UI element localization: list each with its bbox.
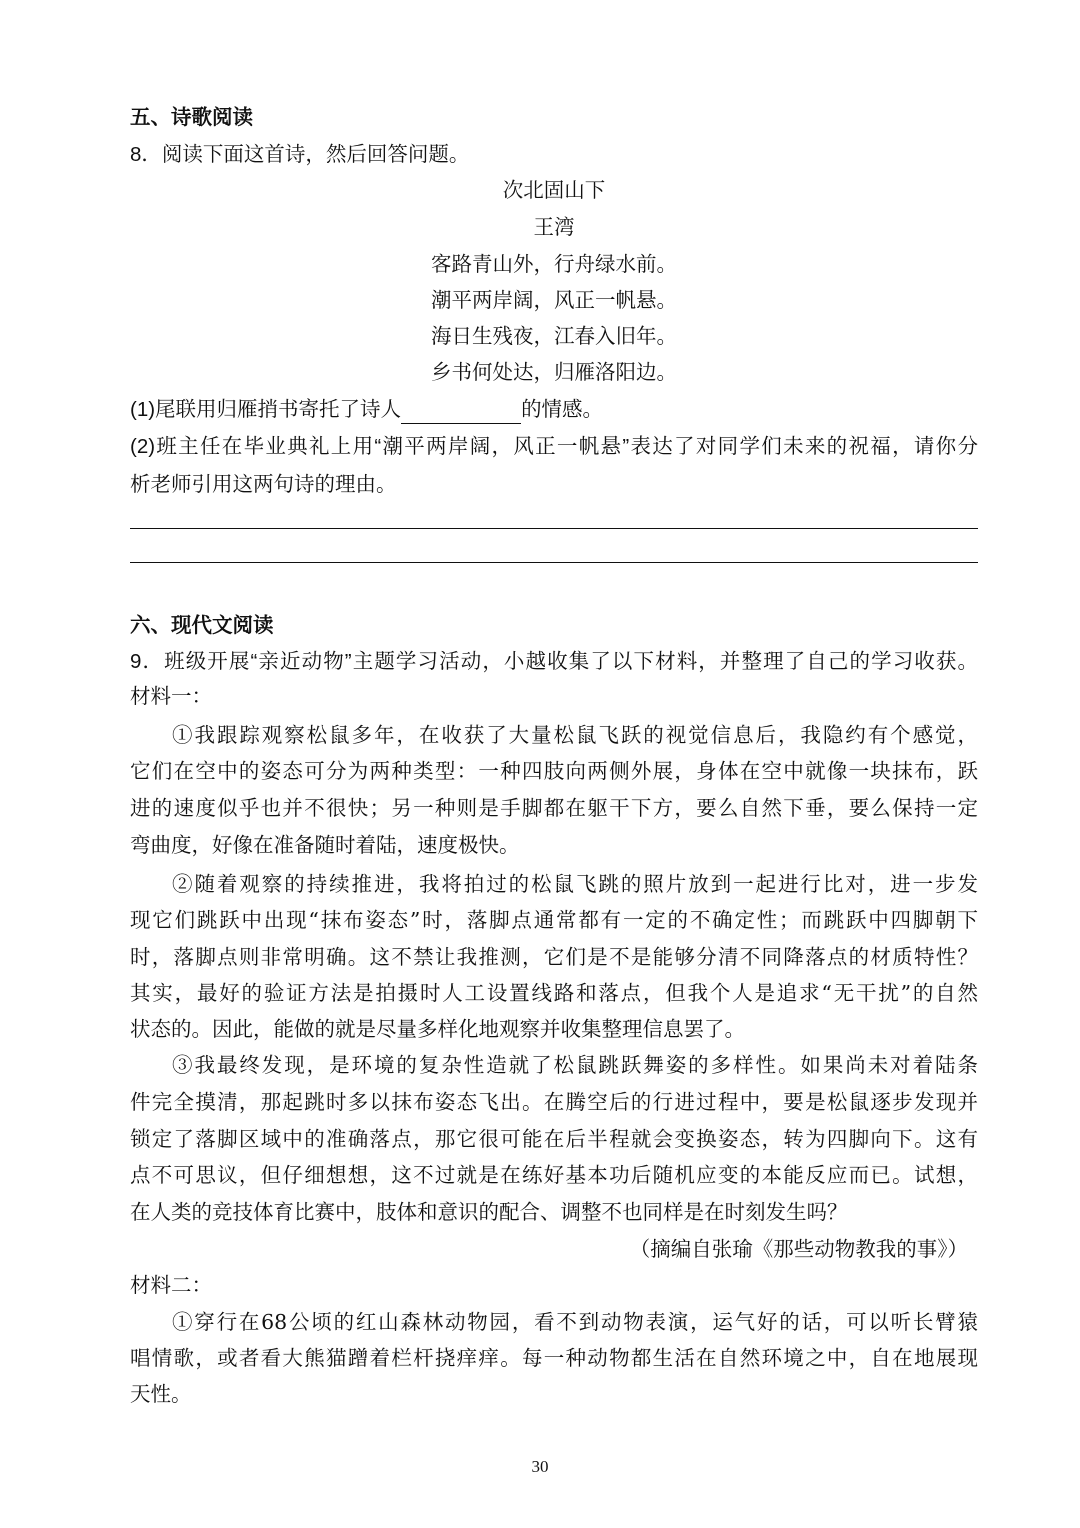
paragraph-line: ②随着观察的持续推进，我将拍过的松鼠飞跳的照片放到一起进行比对，进一步发 (172, 872, 978, 896)
subquestion-2-line: 析老师引用这两句诗的理由。 (130, 473, 397, 496)
poem-line: 潮平两岸阔，风正一帆悬。 (431, 288, 677, 312)
section-heading: 六、现代文阅读 (130, 613, 274, 637)
paragraph-line: 天性。 (130, 1382, 192, 1406)
paragraph-line: 在人类的竞技体育比赛中，肢体和意识的配合、调整不也同样是在时刻发生吗？ (130, 1200, 848, 1224)
paragraph-line: ①穿行在68公顷的红山森林动物园，看不到动物表演，运气好的话，可以听长臂猿 (172, 1310, 978, 1334)
poem-line: 乡书何处达，归雁洛阳边。 (431, 360, 677, 384)
paragraph-line: 件完全摸清，那起跳时多以抹布姿态飞出。在腾空后的行进过程中，要是松鼠逐步发现并 (130, 1090, 978, 1114)
subquestion-1-tail: 的情感。 (521, 398, 604, 421)
question-8: 8．阅读下面这首诗，然后回答问题。 (130, 143, 470, 166)
paragraph-line: 其实，最好的验证方法是拍摄时人工设置线路和落点，但我个人是追求“无干扰”的自然 (130, 981, 978, 1005)
paragraph-line: 进的速度似乎也并不很快；另一种则是手脚都在躯干下方，要么自然下垂，要么保持一定 (130, 796, 978, 820)
paragraph-line: 时，落脚点则非常明确。这不禁让我推测，它们是不是能够分清不同降落点的材质特性？ (130, 945, 978, 969)
paragraph-line: 现它们跳跃中出现“抹布姿态”时，落脚点通常都有一定的不确定性；而跳跃中四脚朝下 (130, 908, 978, 932)
poem-line: 客路青山外，行舟绿水前。 (431, 252, 677, 276)
subquestion-1 (130, 396, 978, 424)
question-9: 9．班级开展“亲近动物”主题学习活动，小越收集了以下材料，并整理了自己的学习收获。 (130, 650, 978, 673)
paragraph-line: 唱情歌，或者看大熊猫蹭着栏杆挠痒痒。每一种动物都生活在自然环境之中，自在地展现 (130, 1346, 978, 1370)
paragraph-line: 它们在空中的姿态可分为两种类型：一种四肢向两侧外展，身体在空中就像一块抹布，跃 (130, 759, 978, 783)
paragraph-line: 状态的。因此，能做的就是尽量多样化地观察并收集整理信息罢了。 (130, 1017, 745, 1041)
answer-line[interactable] (130, 528, 978, 529)
source-citation: （摘编自张瑜《那些动物教我的事》） (629, 1237, 968, 1261)
paragraph-line: ①我跟踪观察松鼠多年，在收获了大量松鼠飞跃的视觉信息后，我隐约有个感觉， (172, 723, 978, 747)
section-heading: 五、诗歌阅读 (130, 105, 253, 129)
poem-line: 海日生残夜，江春入旧年。 (431, 324, 677, 348)
answer-line[interactable] (130, 562, 978, 563)
paragraph-line: 点不可思议，但仔细想想，这不过就是在练好基本功后随机应变的本能反应而已。试想， (130, 1163, 978, 1187)
material-2-label: 材料二： (130, 1274, 212, 1297)
paragraph-line: 锁定了落脚区域中的准确落点，那它很可能在后半程就会变换姿态，转为四脚向下。这有 (130, 1127, 978, 1151)
poem-title: 次北固山下 (502, 178, 606, 202)
answer-blank[interactable] (401, 401, 521, 424)
paragraph-line: 弯曲度，好像在准备随时着陆，速度极快。 (130, 833, 520, 857)
poem-author: 王湾 (533, 215, 575, 239)
paragraph-line: ③我最终发现，是环境的复杂性造就了松鼠跳跃舞姿的多样性。如果尚未对着陆条 (172, 1053, 978, 1077)
subquestion-1-text: (1)尾联用归雁捎书寄托了诗人 (130, 398, 402, 421)
material-1-label: 材料一： (130, 685, 212, 708)
page-number: 30 (531, 1457, 549, 1476)
subquestion-2-line: (2)班主任在毕业典礼上用“潮平两岸阔，风正一帆悬”表达了对同学们未来的祝福，请你分 (130, 435, 978, 458)
